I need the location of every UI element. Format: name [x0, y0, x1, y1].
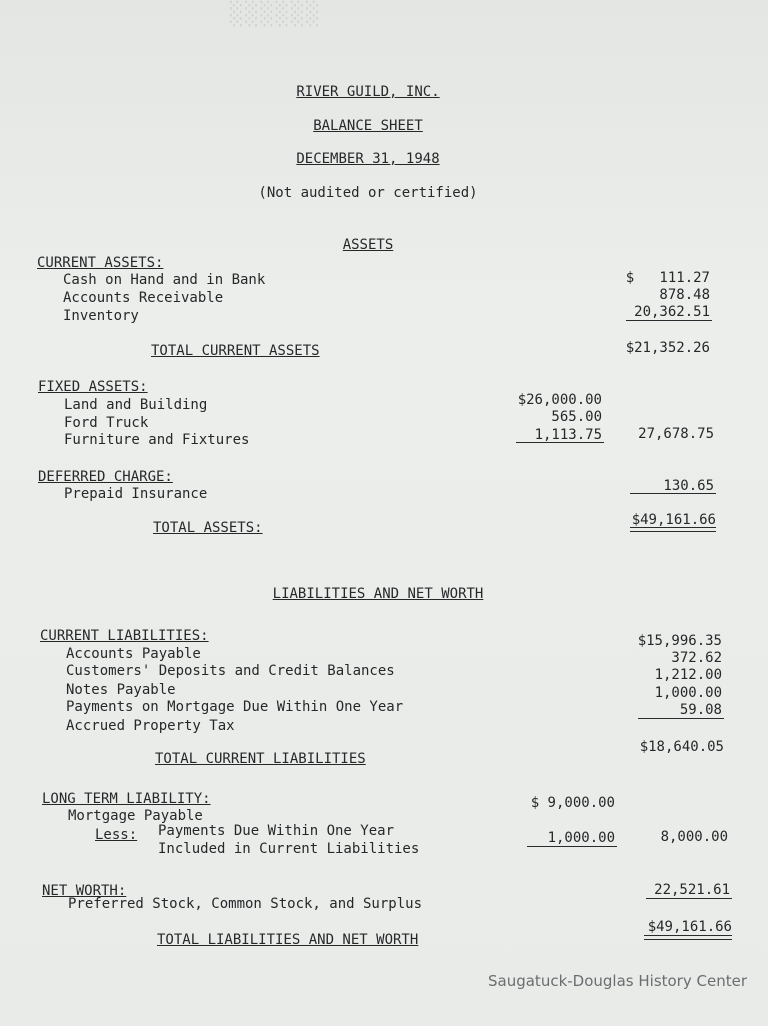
long-term-liability-label: LONG TERM LIABILITY: — [42, 791, 211, 807]
underline-rule — [630, 493, 716, 494]
total-current-liabilities-label: TOTAL CURRENT LIABILITIES — [155, 751, 366, 767]
line-item-label: Accounts Receivable — [63, 290, 224, 306]
line-item-value: 1,000.00 — [547, 830, 615, 846]
document-title: BALANCE SHEET — [313, 118, 423, 134]
line-item-value: 1,000.00 — [654, 685, 722, 701]
document-date: DECEMBER 31, 1948 — [296, 151, 440, 167]
underline-rule — [527, 846, 617, 847]
line-item-label: Accounts Payable — [66, 646, 201, 662]
total-liabilities-value: $49,161.66 — [647, 919, 732, 935]
liabilities-heading: LIABILITIES AND NET WORTH — [272, 586, 484, 602]
current-assets-label: CURRENT ASSETS: — [37, 255, 164, 271]
watermark-text: Saugatuck-Douglas History Center — [488, 972, 747, 990]
less-label: Less: — [95, 827, 138, 843]
line-item-label: Prepaid Insurance — [64, 486, 208, 502]
line-item-label: Inventory — [63, 308, 139, 324]
line-item-value: 59.08 — [679, 702, 722, 718]
line-item-value: 130.65 — [663, 478, 714, 494]
line-item-label: Payments Due Within One Year — [158, 823, 395, 839]
double-underline-rule — [644, 939, 732, 940]
line-item-label: Included in Current Liabilities — [158, 841, 420, 857]
line-item-label: Customers' Deposits and Credit Balances — [66, 663, 395, 679]
line-item-value: 565.00 — [551, 409, 602, 425]
line-item-label: Accrued Property Tax — [66, 718, 235, 734]
double-underline-rule — [644, 935, 732, 936]
fixed-assets-total-value: 27,678.75 — [638, 426, 714, 442]
total-current-assets-value: $21,352.26 — [625, 340, 710, 356]
line-item-label: Notes Payable — [66, 682, 176, 698]
underline-rule — [638, 718, 724, 719]
line-item-label: Payments on Mortgage Due Within One Year — [66, 699, 404, 715]
double-underline-rule — [630, 531, 716, 532]
line-item-label: Furniture and Fixtures — [64, 432, 250, 448]
company-name: RIVER GUILD, INC. — [296, 84, 440, 100]
total-current-liabilities-value: $18,640.05 — [639, 739, 724, 755]
line-item-value: $26,000.00 — [517, 392, 602, 408]
underline-rule — [516, 442, 604, 443]
double-underline-rule — [630, 527, 716, 528]
line-item-value: 372.62 — [671, 650, 722, 666]
line-item-value: 878.48 — [659, 287, 710, 303]
line-item-label: Ford Truck — [64, 415, 149, 431]
line-item-label: Mortgage Payable — [68, 808, 203, 824]
total-current-assets-label: TOTAL CURRENT ASSETS — [151, 343, 320, 359]
long-term-net-value: 8,000.00 — [660, 829, 728, 845]
net-worth-label: NET WORTH: — [42, 883, 127, 899]
total-liabilities-label: TOTAL LIABILITIES AND NET WORTH — [157, 932, 419, 948]
line-item-label: Land and Building — [64, 397, 208, 413]
fixed-assets-label: FIXED ASSETS: — [38, 379, 148, 395]
audit-note: (Not audited or certified) — [258, 185, 478, 201]
underline-rule — [646, 898, 732, 899]
line-item-label: Cash on Hand and in Bank — [63, 272, 266, 288]
line-item-label: Preferred Stock, Common Stock, and Surplus — [68, 896, 423, 912]
show-through-text: ░░░░░░ — [230, 2, 322, 27]
deferred-charge-label: DEFERRED CHARGE: — [38, 469, 173, 485]
line-item-value: $ 111.27 — [625, 270, 710, 286]
total-assets-label: TOTAL ASSETS: — [153, 520, 263, 536]
current-liabilities-label: CURRENT LIABILITIES: — [40, 628, 209, 644]
line-item-value: 1,113.75 — [534, 427, 602, 443]
line-item-value: 1,212.00 — [654, 667, 722, 683]
line-item-value: 20,362.51 — [634, 304, 710, 320]
line-item-value: 22,521.61 — [654, 882, 730, 898]
line-item-value: $ 9,000.00 — [530, 795, 615, 811]
underline-rule — [626, 320, 712, 321]
assets-heading: ASSETS — [342, 237, 394, 253]
line-item-value: $15,996.35 — [637, 633, 722, 649]
total-assets-value: $49,161.66 — [631, 512, 716, 528]
